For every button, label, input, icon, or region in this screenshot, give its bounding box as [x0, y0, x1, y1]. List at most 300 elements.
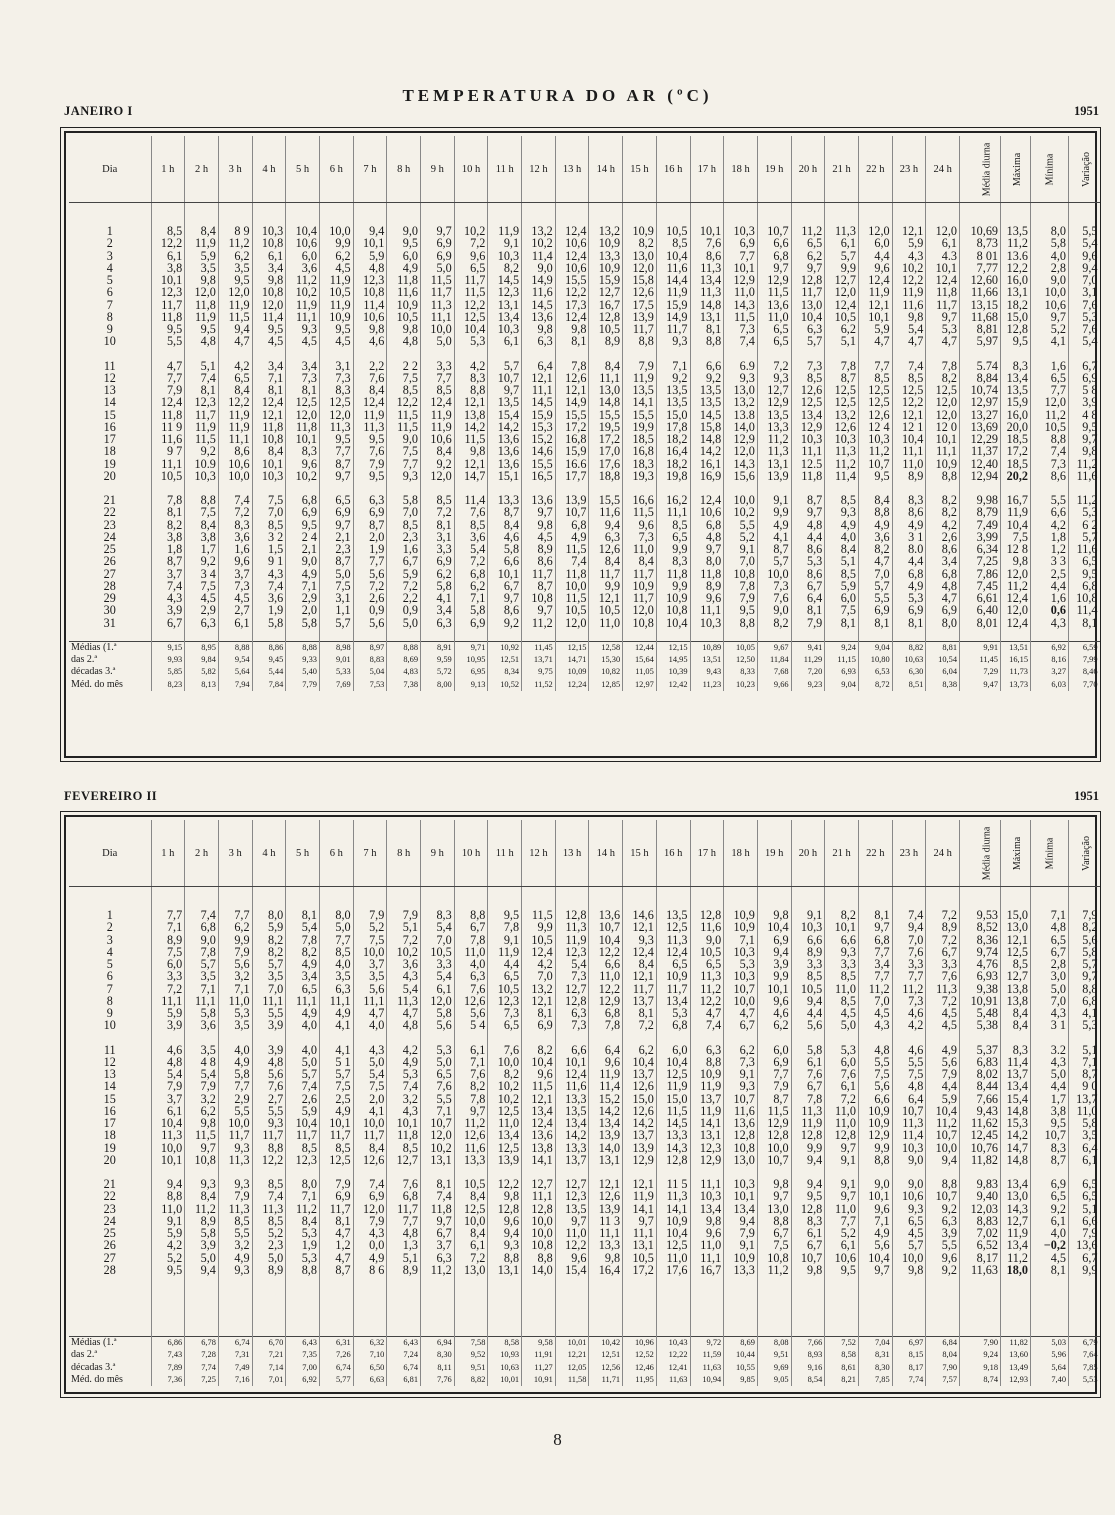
value-cell: 6,4	[791, 592, 825, 604]
value-cell: 11,9	[656, 1080, 690, 1092]
value-cell: 4,9	[218, 1252, 252, 1264]
section-year-janeiro: 1951	[1074, 104, 1099, 118]
value-cell: 10,1	[387, 1117, 421, 1129]
value-cell: 13,1	[1001, 286, 1031, 298]
spacer-cell	[960, 203, 1001, 226]
value-cell: 8,7	[151, 555, 185, 567]
value-cell: 9,8	[353, 323, 387, 335]
value-cell: 11,1	[589, 372, 623, 384]
value-cell: 7,9	[791, 617, 825, 629]
value-cell: 8,5	[892, 372, 926, 384]
value-cell: 11,6	[151, 433, 185, 445]
spacer-cell	[858, 629, 892, 642]
value-cell: 5,0	[421, 335, 455, 347]
value-cell: 7,5	[353, 1080, 387, 1092]
value-cell: 8,1	[791, 604, 825, 616]
spacer-cell	[791, 482, 825, 494]
value-cell: 8,7	[825, 372, 859, 384]
spacer-cell	[353, 887, 387, 910]
column-header	[960, 136, 1001, 203]
value-cell: 11,5	[387, 421, 421, 433]
summary-value: 7,52	[825, 1337, 859, 1350]
value-cell: 10,9	[589, 237, 623, 249]
value-cell: 13,5	[690, 384, 724, 396]
value-cell: 4,6	[892, 1007, 926, 1019]
spacer-cell	[858, 1276, 892, 1288]
value-cell: 8,2	[454, 1080, 488, 1092]
summary-value: 9,18	[960, 1362, 1001, 1374]
value-cell: 15,0	[623, 1093, 657, 1105]
value-cell: 5,4	[387, 983, 421, 995]
value-cell: 7,7	[218, 1080, 252, 1092]
value-cell: 12,1	[623, 1178, 657, 1190]
value-cell: 1,6	[387, 543, 421, 555]
column-header: 24 h	[926, 136, 960, 203]
summary-value: 10,23	[724, 679, 758, 691]
value-cell: 8,8	[151, 1190, 185, 1202]
value-cell: 7,2	[421, 506, 455, 518]
value-cell: 13,1	[623, 1239, 657, 1251]
value-cell: 9,7	[858, 921, 892, 933]
value-cell: 10,7	[589, 921, 623, 933]
value-cell: 12,8	[656, 1154, 690, 1166]
value-cell: 6,8	[286, 494, 320, 506]
value-cell: 4,2	[218, 360, 252, 372]
value-cell: 11,9	[690, 1080, 724, 1092]
spacer-cell	[185, 629, 219, 642]
value-cell: 6,1	[421, 983, 455, 995]
data-table-fevereiro	[69, 820, 1100, 1386]
value-cell: 4,6	[757, 1007, 791, 1019]
value-cell: 10,5	[421, 946, 455, 958]
value-cell: 10,4	[656, 1056, 690, 1068]
spacer-cell	[757, 1324, 791, 1337]
summary-value: 9,24	[960, 1349, 1001, 1361]
value-cell: 15,9	[555, 445, 589, 457]
value-cell: 10,1	[252, 458, 286, 470]
table-row	[69, 934, 1100, 946]
value-cell: 8,6	[791, 568, 825, 580]
summary-value: 8,51	[892, 679, 926, 691]
table-row	[69, 445, 1100, 457]
value-cell: 10,6	[892, 1190, 926, 1202]
value-cell: 13,4	[724, 1203, 758, 1215]
summary-value: 8,88	[387, 641, 421, 654]
spacer-cell	[387, 1032, 421, 1044]
spacer-cell	[353, 348, 387, 360]
value-cell: 5,8	[1069, 1117, 1100, 1129]
value-cell: 6,6	[690, 360, 724, 372]
value-cell: 8,8	[454, 384, 488, 396]
value-cell: 12.5	[791, 458, 825, 470]
value-cell: 6,5	[892, 1215, 926, 1227]
spacer-cell	[892, 1166, 926, 1178]
summary-value: 12,41	[656, 1362, 690, 1374]
value-cell: 14,3	[724, 299, 758, 311]
value-cell: 15,0	[656, 1093, 690, 1105]
value-cell: 4,7	[858, 335, 892, 347]
value-cell: 14,5	[522, 396, 556, 408]
value-cell: 10,9	[724, 921, 758, 933]
value-cell: 6.9	[724, 360, 758, 372]
value-cell: 11,6	[1069, 543, 1100, 555]
spacer-cell	[724, 1288, 758, 1300]
value-cell: 10,5	[623, 1252, 657, 1264]
value-cell: 8,7	[522, 580, 556, 592]
value-cell: 17,0	[589, 445, 623, 457]
value-cell: 9,5	[319, 323, 353, 335]
value-cell: 11,1	[421, 311, 455, 323]
spacer-cell	[960, 629, 1001, 642]
value-cell: 4,8	[252, 1056, 286, 1068]
value-cell: 18,5	[1001, 458, 1031, 470]
spacer-cell	[555, 1288, 589, 1300]
spacer-cell	[623, 203, 657, 226]
value-cell: 10,91	[960, 995, 1001, 1007]
spacer-cell	[656, 887, 690, 910]
value-cell: 11,5	[454, 433, 488, 445]
value-cell: 12,8	[488, 1203, 522, 1215]
value-cell: 7,7	[387, 458, 421, 470]
value-cell: 13,5	[488, 396, 522, 408]
value-cell: 9,7	[488, 384, 522, 396]
value-cell: 10,1	[690, 225, 724, 237]
value-cell: 13,27	[960, 409, 1001, 421]
table-row	[69, 1215, 1100, 1227]
value-cell: 0,0	[353, 1239, 387, 1251]
value-cell: 8,9	[892, 470, 926, 482]
value-cell: 10,8	[757, 1252, 791, 1264]
value-cell: 5,9	[825, 580, 859, 592]
value-cell: 7,3	[488, 1007, 522, 1019]
spacer-cell	[724, 348, 758, 360]
value-cell: 11,3	[387, 995, 421, 1007]
spacer-cell	[656, 1288, 690, 1300]
value-cell: 4,9	[858, 1227, 892, 1239]
value-cell: 13,7	[1069, 1093, 1100, 1105]
summary-value: 12,24	[555, 679, 589, 691]
column-header: 2 h	[185, 136, 219, 203]
spacer-cell	[825, 1032, 859, 1044]
value-cell: 9,0	[522, 262, 556, 274]
summary-value: 11,73	[1001, 666, 1031, 678]
value-cell: 12,0	[623, 604, 657, 616]
day-cell: 19	[103, 1141, 116, 1154]
value-cell: 10,1	[488, 568, 522, 580]
value-cell: 5,9	[353, 250, 387, 262]
value-cell: 6,7	[1031, 946, 1069, 958]
value-cell: 10,6	[825, 1252, 859, 1264]
value-cell: 13,0	[589, 384, 623, 396]
spacer-row	[69, 1166, 1100, 1178]
value-cell: 3,4	[252, 262, 286, 274]
value-cell: 6,61	[960, 592, 1001, 604]
value-cell: 4,0	[319, 958, 353, 970]
table-row	[69, 1019, 1100, 1031]
value-cell: 8,1	[892, 617, 926, 629]
value-cell: 11,0	[656, 1252, 690, 1264]
value-cell: 8,5	[454, 519, 488, 531]
column-header: 11 h	[488, 820, 522, 887]
value-cell: 10,3	[724, 946, 758, 958]
summary-value: 6,81	[387, 1374, 421, 1386]
spacer-cell	[589, 1288, 623, 1300]
value-cell: 14,1	[623, 1203, 657, 1215]
value-cell: 11,5	[185, 1129, 219, 1141]
value-cell: 9,6	[1069, 250, 1100, 262]
value-cell: 11,7	[319, 1203, 353, 1215]
spacer-cell	[892, 482, 926, 494]
spacer-cell	[353, 203, 387, 226]
spacer-cell	[960, 1312, 1001, 1324]
value-cell: 18,2	[1001, 299, 1031, 311]
value-cell: 6,2	[724, 1044, 758, 1056]
value-cell: 10,5	[690, 946, 724, 958]
value-cell: 7,5	[319, 1080, 353, 1092]
spacer-cell	[589, 1300, 623, 1312]
table-row	[69, 396, 1100, 408]
summary-value: 8,82	[892, 641, 926, 654]
spacer-cell	[488, 1324, 522, 1337]
summary-value: 8,30	[858, 1362, 892, 1374]
value-cell: 4,5	[1031, 1252, 1069, 1264]
value-cell: 6,9	[1031, 1178, 1069, 1190]
column-header: Dia	[69, 820, 151, 887]
value-cell: 12,9	[791, 421, 825, 433]
spacer-cell	[589, 348, 623, 360]
value-cell: 8,5	[825, 995, 859, 1007]
value-cell: 13,4	[690, 1203, 724, 1215]
spacer-cell	[421, 1300, 455, 1312]
spacer-cell	[454, 629, 488, 642]
value-cell: 10,8	[522, 592, 556, 604]
value-cell: 11,3	[926, 983, 960, 995]
value-cell: 5,3	[1069, 506, 1100, 518]
column-header: 18 h	[724, 820, 758, 887]
summary-value: 7,94	[218, 679, 252, 691]
spacer-cell	[353, 1312, 387, 1324]
value-cell: 11 9	[151, 421, 185, 433]
value-cell: 12,6	[454, 995, 488, 1007]
value-cell: 9,3	[623, 934, 657, 946]
day-cell: 30	[103, 604, 116, 617]
value-cell: 5,8	[791, 1044, 825, 1056]
value-cell: 9,5	[488, 909, 522, 921]
value-cell: 6,9	[454, 617, 488, 629]
value-cell: 11,0	[690, 1239, 724, 1251]
value-cell: 10,3	[252, 225, 286, 237]
value-cell: 7,1	[286, 1190, 320, 1202]
value-cell: 19,8	[656, 470, 690, 482]
spacer-cell	[421, 1312, 455, 1324]
value-cell: 7,2	[454, 555, 488, 567]
value-cell: 12,5	[926, 384, 960, 396]
value-cell: 13,5	[656, 396, 690, 408]
value-cell: 13,3	[555, 1093, 589, 1105]
summary-value: 13,73	[1001, 679, 1031, 691]
value-cell: 11,4	[1069, 604, 1100, 616]
value-cell: 14,8	[690, 433, 724, 445]
value-cell: 8,2	[825, 909, 859, 921]
value-cell: 3,5	[185, 1044, 219, 1056]
value-cell: 11,2	[286, 274, 320, 286]
value-cell: 8,4	[185, 225, 219, 237]
day-cell: 27	[103, 567, 116, 580]
spacer-cell	[387, 1288, 421, 1300]
value-cell: 9,40	[960, 1190, 1001, 1202]
value-cell: 13,2	[522, 983, 556, 995]
summary-value: 11,82	[1001, 1337, 1031, 1350]
spacer-cell	[151, 887, 185, 910]
value-cell: 10,5	[656, 225, 690, 237]
value-cell: 14,7	[1001, 1142, 1031, 1154]
value-cell: 12,3	[555, 1190, 589, 1202]
value-cell: 8 01	[960, 250, 1001, 262]
value-cell: 11,8	[252, 421, 286, 433]
value-cell: 11,5	[656, 1105, 690, 1117]
summary-value: 5,03	[1031, 1337, 1069, 1350]
value-cell: 4,4	[1031, 580, 1069, 592]
value-cell: 12,5	[488, 1105, 522, 1117]
table-row	[69, 983, 1100, 995]
spacer-cell	[791, 1276, 825, 1288]
spacer-cell	[488, 1166, 522, 1178]
value-cell: 9,5	[1069, 568, 1100, 580]
summary-value: 7,35	[286, 1349, 320, 1361]
value-cell: 5,0	[185, 1252, 219, 1264]
summary-value: 12,46	[623, 1362, 657, 1374]
value-cell: 10,1	[151, 1154, 185, 1166]
value-cell: 10,9	[623, 225, 657, 237]
value-cell: 11,7	[926, 299, 960, 311]
column-header: 13 h	[555, 136, 589, 203]
value-cell: 10,0	[522, 1215, 556, 1227]
value-cell: 9,2	[421, 458, 455, 470]
spacer-cell	[690, 1276, 724, 1288]
spacer-cell	[286, 203, 320, 226]
value-cell: 5,9	[892, 237, 926, 249]
value-cell: 4,8	[151, 1056, 185, 1068]
value-cell: 4,1	[353, 1105, 387, 1117]
value-cell: 8,5	[421, 384, 455, 396]
value-cell: 10,6	[555, 237, 589, 249]
value-cell: 7,8	[589, 1019, 623, 1031]
value-cell: 3 1	[892, 531, 926, 543]
spacer-cell	[892, 203, 926, 226]
value-cell: 5,8	[421, 1007, 455, 1019]
summary-value: 9,85	[724, 1374, 758, 1386]
value-cell: 13,3	[589, 250, 623, 262]
value-cell: 7,5	[151, 946, 185, 958]
spacer-cell	[252, 887, 286, 910]
value-cell: 6,1	[151, 250, 185, 262]
value-cell: 5 4	[454, 1019, 488, 1031]
summary-value: 10,44	[724, 1349, 758, 1361]
spacer-cell	[791, 1300, 825, 1312]
value-cell: 7,7	[218, 909, 252, 921]
summary-value: 9,15	[151, 641, 185, 654]
value-cell: 13,4	[656, 995, 690, 1007]
value-cell: 10,1	[555, 1056, 589, 1068]
value-cell: 9,9	[319, 237, 353, 249]
value-cell: 16,9	[690, 470, 724, 482]
value-cell: 20,2	[1001, 470, 1031, 482]
value-cell: 8,5	[791, 970, 825, 982]
value-cell: 6,2	[421, 568, 455, 580]
spacer-cell	[960, 1276, 1001, 1288]
spacer-cell	[353, 1288, 387, 1300]
value-cell: 12,4	[1001, 617, 1031, 629]
day-cell: 14	[103, 1080, 116, 1093]
value-cell: 11,2	[1069, 458, 1100, 470]
value-cell: 4,7	[387, 1007, 421, 1019]
value-cell: 8,8	[858, 506, 892, 518]
value-cell: 5,4	[353, 1068, 387, 1080]
summary-value: 7,16	[218, 1374, 252, 1386]
column-header: 21 h	[825, 820, 859, 887]
spacer-cell	[218, 1032, 252, 1044]
value-cell: 6,5	[1069, 555, 1100, 567]
spacer-cell	[926, 1312, 960, 1324]
summary-value: 7,70	[1069, 679, 1100, 691]
value-cell: 8,6	[690, 250, 724, 262]
column-header: 3 h	[218, 136, 252, 203]
value-cell: 8,01	[960, 617, 1001, 629]
value-cell: 11,7	[421, 286, 455, 298]
spacer-cell	[825, 1276, 859, 1288]
value-cell: 6,0	[757, 1044, 791, 1056]
value-cell: 6,6	[791, 934, 825, 946]
value-cell: 11,2	[185, 1203, 219, 1215]
value-cell: 10,7	[892, 1105, 926, 1117]
value-cell: 3,6	[858, 531, 892, 543]
summary-value: 6,32	[353, 1337, 387, 1350]
summary-value: 5,53	[1069, 1374, 1100, 1386]
value-cell: 8,4	[252, 445, 286, 457]
value-cell: 5,8	[387, 494, 421, 506]
value-cell: 6,1	[1031, 1215, 1069, 1227]
value-cell: 17,5	[623, 299, 657, 311]
value-cell: 8,2	[926, 372, 960, 384]
value-cell: 4,2	[892, 1019, 926, 1031]
value-cell: 7,1	[286, 580, 320, 592]
value-cell: 14,1	[623, 396, 657, 408]
value-cell: 11,8	[656, 568, 690, 580]
value-cell: 12,5	[892, 384, 926, 396]
spacer-cell	[960, 1300, 1001, 1312]
value-cell: 5,0	[387, 617, 421, 629]
value-cell: 2,0	[286, 604, 320, 616]
value-cell: 8,4	[353, 384, 387, 396]
value-cell: 4,76	[960, 958, 1001, 970]
value-cell: 6,3	[791, 323, 825, 335]
value-cell: 11,5	[218, 311, 252, 323]
value-cell: 8,6	[892, 506, 926, 518]
spacer-cell	[858, 482, 892, 494]
value-cell: 5,3	[724, 958, 758, 970]
value-cell: 9,83	[960, 1178, 1001, 1190]
value-cell: 6,5	[454, 262, 488, 274]
value-cell: 6,1	[825, 1080, 859, 1092]
value-cell: 10,6	[218, 458, 252, 470]
spacer-cell	[791, 1032, 825, 1044]
spacer-cell	[185, 348, 219, 360]
value-cell: 14,8	[690, 299, 724, 311]
summary-value: 7,85	[858, 1374, 892, 1386]
value-cell: 6,5	[757, 323, 791, 335]
value-cell: 6,1	[825, 1239, 859, 1251]
spacer-cell	[858, 1312, 892, 1324]
